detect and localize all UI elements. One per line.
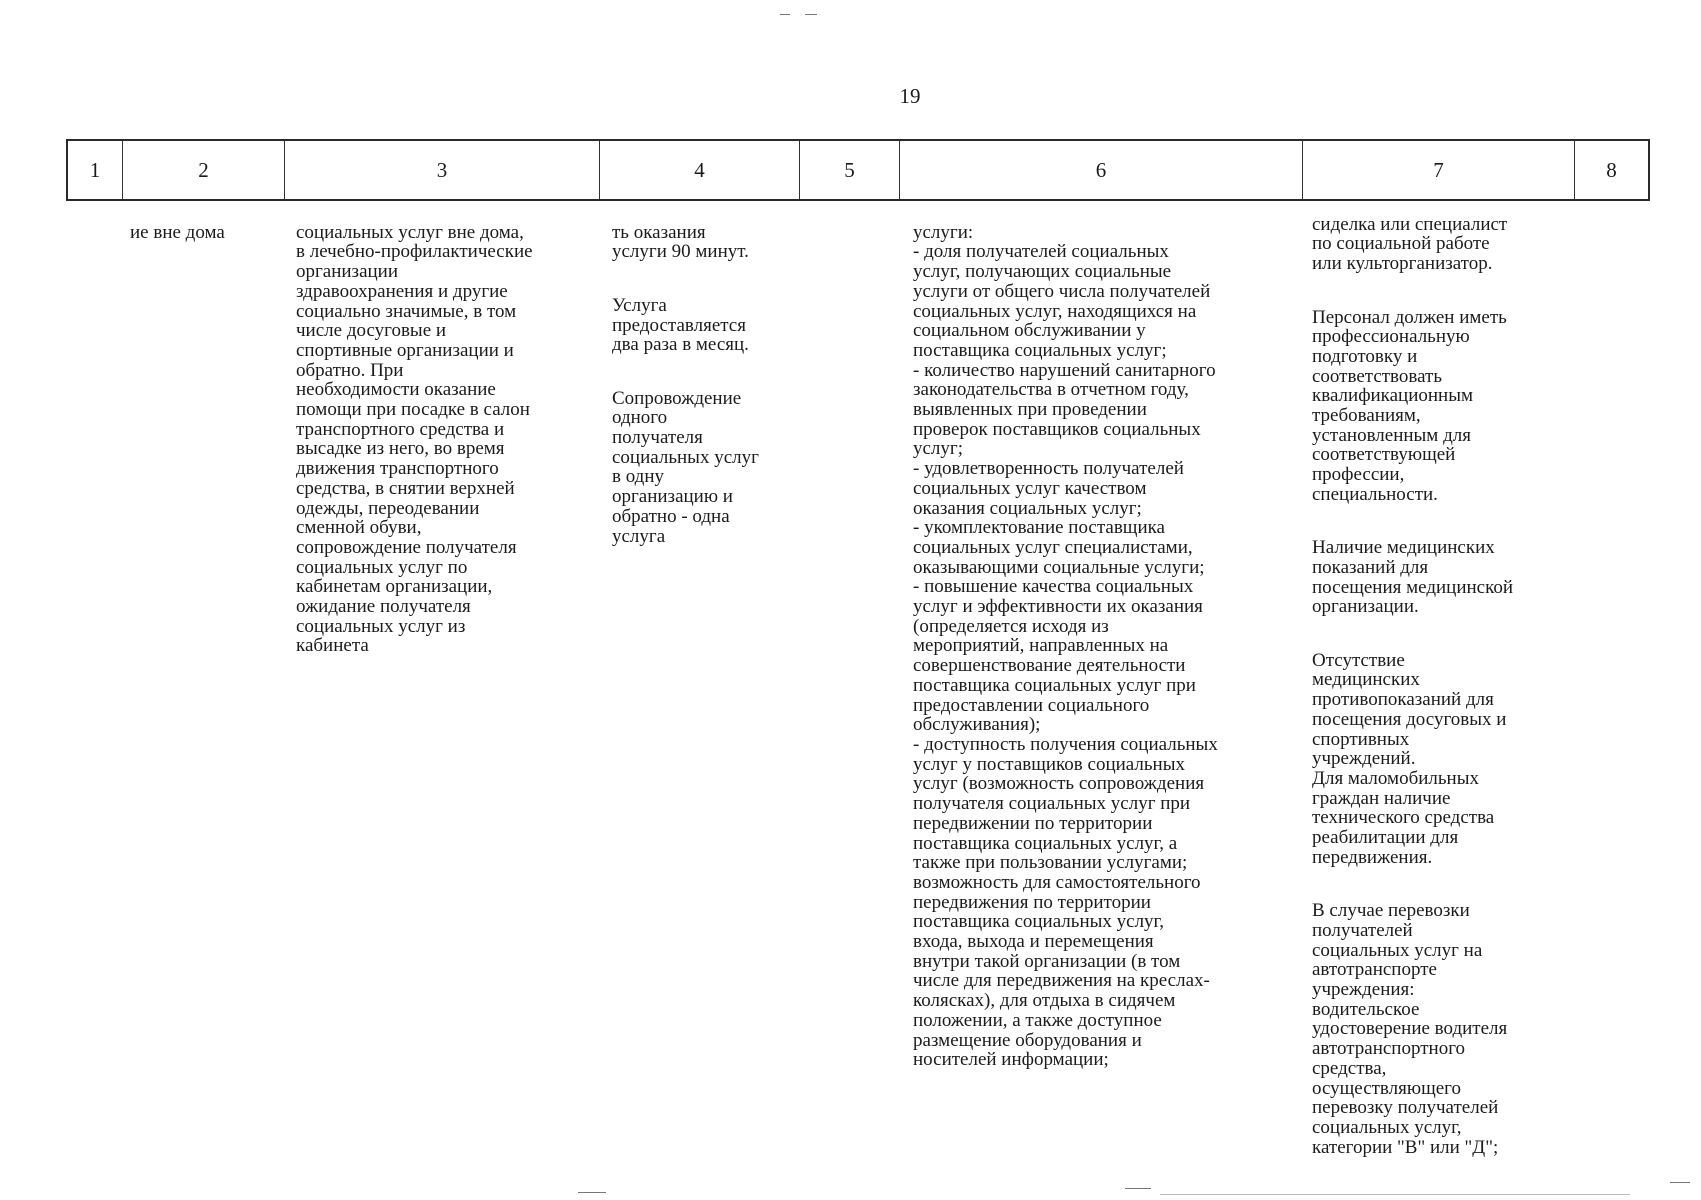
column-6-text — [913, 203, 1313, 1096]
cell-text: ие вне дома — [130, 221, 225, 243]
scan-mark — [805, 14, 817, 15]
cell-paragraph: Наличие медицинских показаний для посещения медицинской организации. — [1312, 537, 1514, 618]
cell-paragraph: В случае перевозки получателей социальных услуг на автотранспорте учреждения: водительское удостоверение водителя автотранспортного средства, осуществляющего перевозку получателей социальных услуг, категории "В" или "Д"; — [1312, 900, 1508, 1158]
column-2-text — [130, 203, 280, 268]
header-cell-8: 8 — [1606, 157, 1617, 182]
header-cell-5: 5 — [800, 141, 900, 199]
scan-mark — [578, 1192, 606, 1193]
cell-paragraph: сиделка или специалист по социальной работе или культорганизатор. — [1312, 213, 1508, 275]
header-cell-1: 1 — [68, 141, 123, 199]
scan-mark — [1670, 1182, 1690, 1183]
cell-paragraph: Отсутствие медицинских противопоказаний для посещения досуговых и спортивных учреждений. Для маломобильных граждан наличие технического средства реабилитации для передвижения. — [1312, 649, 1507, 868]
scan-mark — [1160, 1194, 1630, 1195]
header-cell-7: 7 — [1303, 141, 1575, 199]
scan-mark — [780, 14, 790, 15]
cell-text: услуги: - доля получателей социальных услуг, получающих социальные услуги от общего числа получателей социальных услуг, находящихся на социальном обслуживании у поставщика социальных услуг; - количество нарушений санитарного законодательства в отчетном году, выявленных при проведении проверок поставщиков социальных услуг; - удовлетворенность получателей социальных услуг качеством оказания социальных услуг; - укомплектование поставщика социальных услуг специалистами, оказывающими социальные услуги; - повышение качества социальных услуг и эффективности их оказания (определяется исходя из мероприятий, направленных на совершенствование деятельности поставщика социальных услуг при предоставлении социального обслуживания); - доступность получения социальных услуг у поставщиков социальных услуг (возможность сопровождения получателя социальных услуг при передвижении по территории поставщика социальных услуг, а также при пользовании услугами; возможность для самостоятельного передвижения по территории поставщика социальных услуг, входа, выхода и перемещения внутри такой организации (в том числе для передвижения на креслах- колясках), для отдыха в сидячем положении, а также доступное размещение оборудования и носителей информации; — [913, 221, 1218, 1071]
header-cell-3: 3 — [285, 141, 600, 199]
cell-text: социальных услуг вне дома, в лечебно-профилактические организации здравоохранения и другие социально значимые, в том числе досуговые и спортивные организации и обратно. При необходимости оказание помощи при посадке в салон транспортного средства и высадке из него, во время движения транспортного средства, в снятии верхней одежды, переодевании сменной обуви, сопровождение получателя социальных услуг по кабинетам организации, ожидание получателя социальных услуг из кабинета — [296, 221, 533, 657]
page-number: 19 — [899, 84, 921, 108]
cell-paragraph: Сопровождение одного получателя социальных услуг в одну организацию и обратно - одна услуга — [612, 387, 759, 547]
column-4-text — [612, 203, 812, 572]
cell-paragraph: Персонал должен иметь профессиональную подготовку и соответствовать квалификационным требованиям, установленным для соответствующей профессии, специальности. — [1312, 306, 1507, 505]
header-cell-2: 2 — [123, 141, 285, 199]
header-cell-6: 6 — [900, 141, 1303, 199]
cell-paragraph: ть оказания услуги 90 минут. — [612, 221, 749, 263]
table-header-row — [66, 139, 1650, 201]
scan-mark — [1125, 1188, 1151, 1189]
column-7-text — [1312, 195, 1592, 1183]
header-cell-4: 4 — [600, 141, 800, 199]
cell-paragraph: Услуга предоставляется два раза в месяц. — [612, 294, 749, 356]
column-3-text — [296, 203, 611, 682]
